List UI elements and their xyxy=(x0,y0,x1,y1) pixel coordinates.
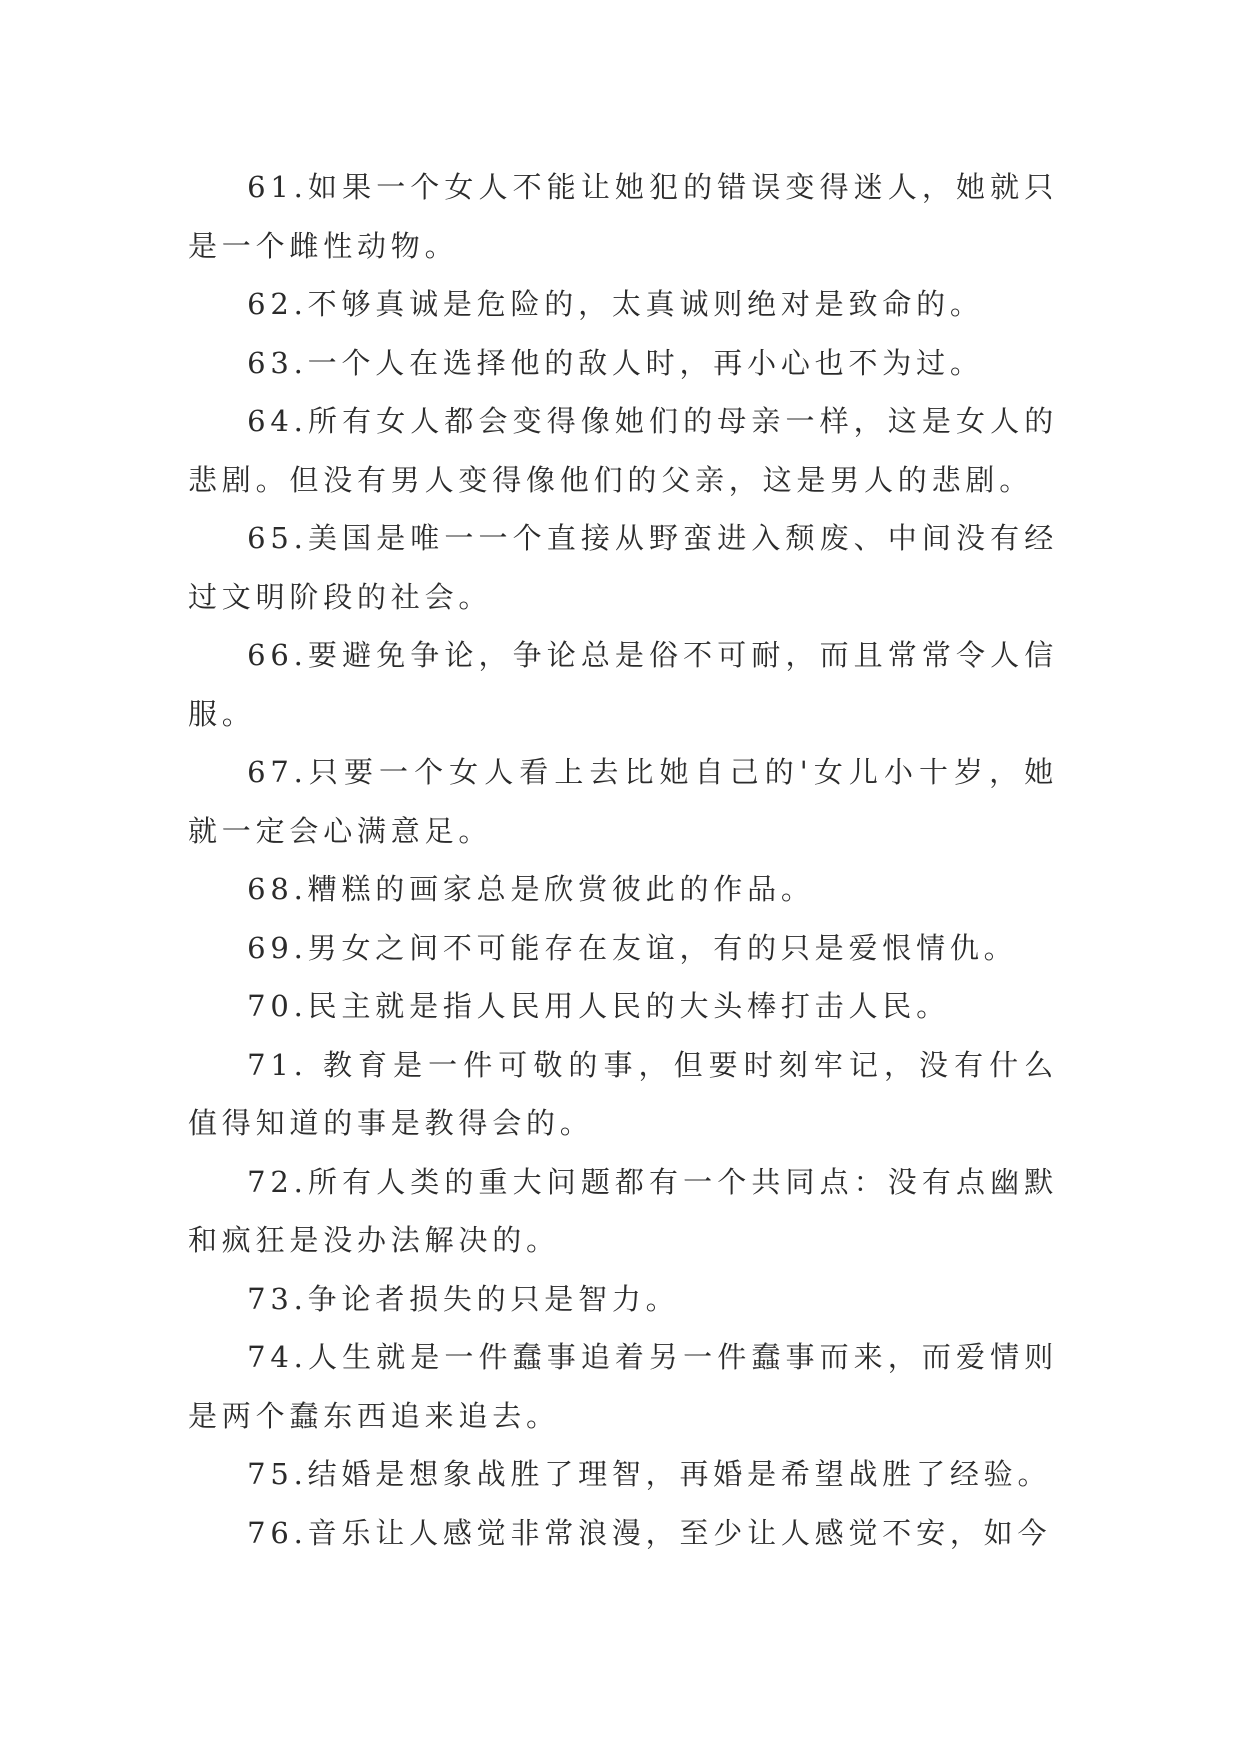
quote-paragraph-69: 69.男女之间不可能存在友谊，有的只是爱恨情仇。 xyxy=(247,930,1018,965)
quote-paragraph-65: 65.美国是唯一一个直接从野蛮进入颓废、中间没有经过文明阶段的社会。 xyxy=(188,521,1058,614)
quote-paragraph-61: 61.如果一个女人不能让她犯的错误变得迷人，她就只是一个雌性动物。 xyxy=(188,170,1058,263)
quote-paragraph-64: 64.所有女人都会变得像她们的母亲一样，这是女人的悲剧。但没有男人变得像他们的父亲，这是男人的悲剧。 xyxy=(188,404,1058,497)
quote-paragraph-74: 74.人生就是一件蠢事追着另一件蠢事而来，而爱情则是两个蠢东西追来追去。 xyxy=(188,1340,1058,1433)
quote-paragraph-73: 73.争论者损失的只是智力。 xyxy=(247,1281,680,1316)
quote-paragraph-67: 67.只要一个女人看上去比她自己的'女儿小十岁，她就一定会心满意足。 xyxy=(188,755,1058,848)
quote-paragraph-75: 75.结婚是想象战胜了理智，再婚是希望战胜了经验。 xyxy=(247,1457,1052,1491)
quote-paragraph-62: 62.不够真诚是危险的，太真诚则绝对是致命的。 xyxy=(247,287,984,321)
quote-paragraph-68: 68.糟糕的画家总是欣赏彼此的作品。 xyxy=(247,872,815,906)
quote-paragraph-76: 76.音乐让人感觉非常浪漫，至少让人感觉不安，如今 xyxy=(247,1515,1052,1550)
quote-paragraph-72: 72.所有人类的重大问题都有一个共同点：没有点幽默和疯狂是没办法解决的。 xyxy=(188,1164,1058,1257)
document-body xyxy=(188,158,1058,1562)
quote-paragraph-63: 63.一个人在选择他的敌人时，再小心也不为过。 xyxy=(247,345,984,380)
quote-paragraph-71: 71. 教育是一件可敬的事，但要时刻牢记，没有什么值得知道的事是教得会的。 xyxy=(188,1047,1058,1140)
quote-paragraph-66: 66.要避免争论，争论总是俗不可耐，而且常常令人信服。 xyxy=(188,638,1058,731)
quote-paragraph-70: 70.民主就是指人民用人民的大头棒打击人民。 xyxy=(247,989,950,1023)
